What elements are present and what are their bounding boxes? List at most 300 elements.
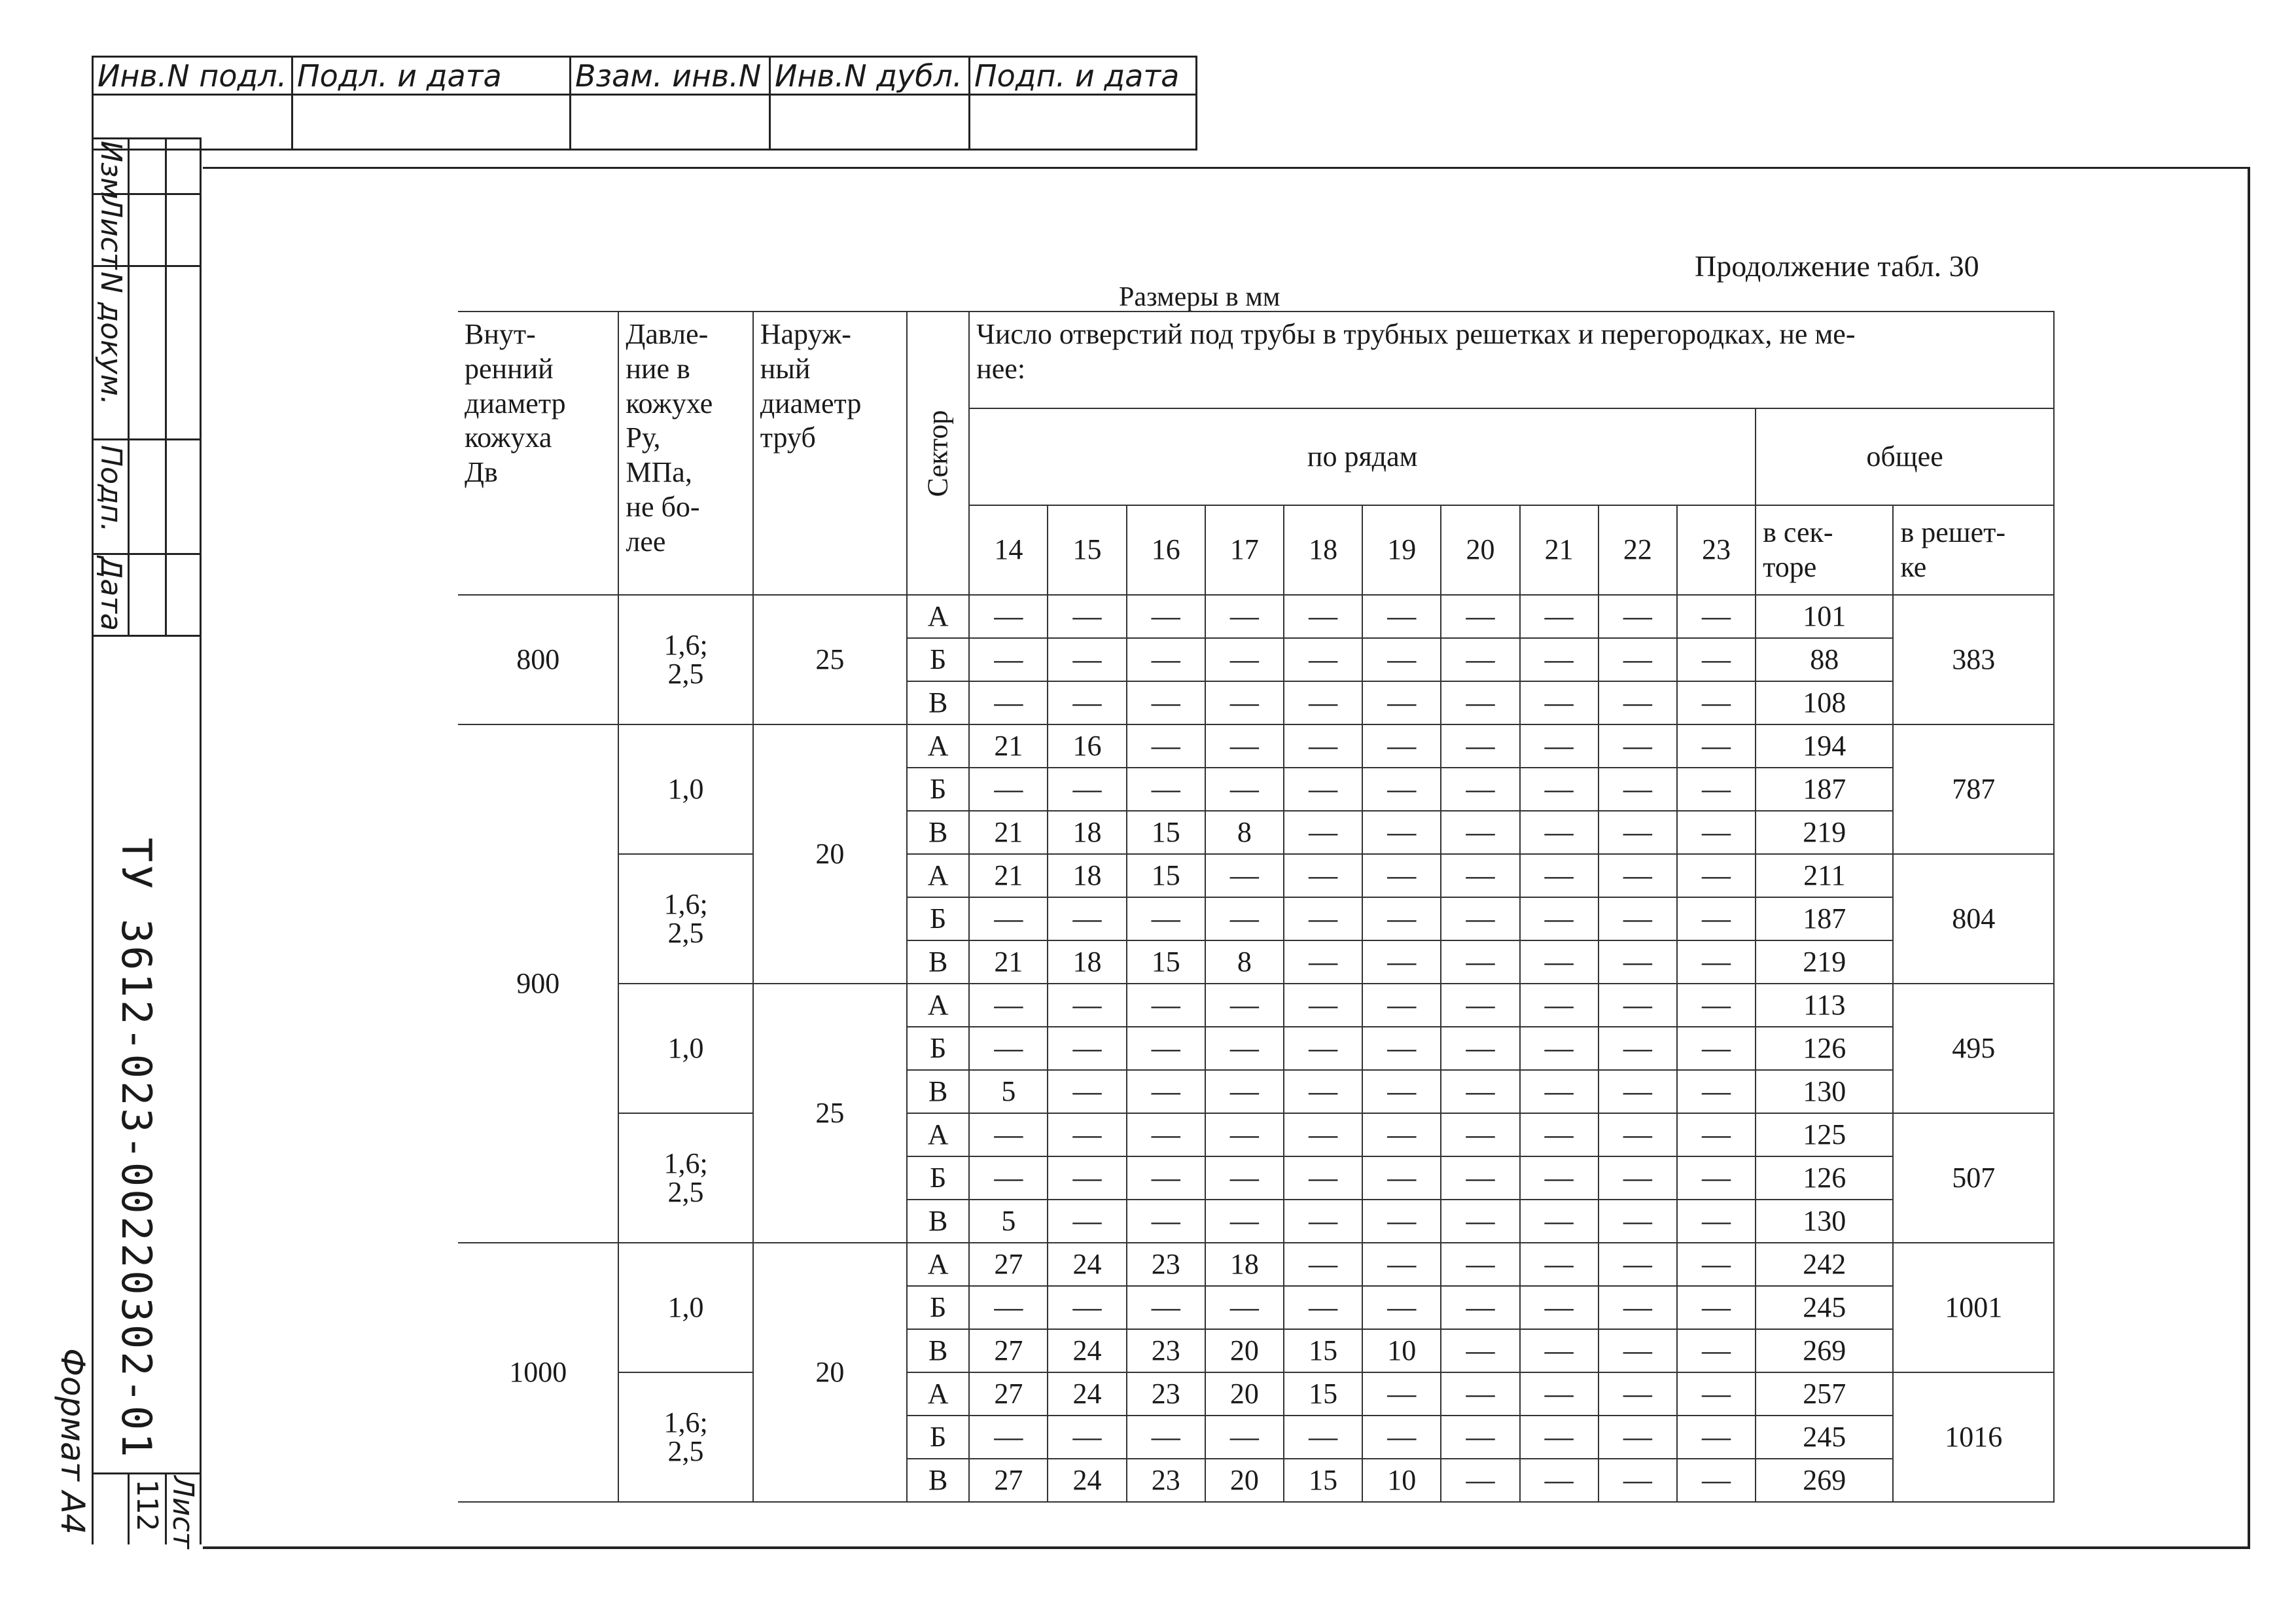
row-count-cell: —: [1284, 681, 1362, 724]
row-count-cell: —: [1127, 1286, 1205, 1329]
row-count-cell: —: [1127, 1113, 1205, 1156]
pressure-cell: 1,6; 2,5: [618, 1372, 752, 1502]
in-sector-cell: 130: [1756, 1200, 1893, 1243]
top-stamp: [92, 56, 1197, 151]
row-count-cell: —: [1284, 638, 1362, 681]
row-count-cell: 5: [969, 1070, 1048, 1113]
row-count-cell: 15: [1284, 1372, 1362, 1416]
row-count-cell: —: [1520, 768, 1598, 811]
row-count-cell: —: [1677, 897, 1756, 940]
row-number-header: 20: [1441, 505, 1519, 595]
sector-cell: А: [907, 1243, 969, 1286]
row-count-cell: 15: [1127, 940, 1205, 984]
header-total: общее: [1756, 408, 2054, 505]
row-count-cell: —: [1127, 1200, 1205, 1243]
row-count-cell: —: [1441, 940, 1519, 984]
row-count-cell: —: [1127, 1070, 1205, 1113]
row-count-cell: —: [1362, 1243, 1441, 1286]
row-count-cell: —: [1284, 811, 1362, 854]
sector-cell: А: [907, 854, 969, 897]
pressure-cell: 1,0: [618, 724, 752, 854]
stamp-cell: [571, 95, 770, 150]
sector-cell: А: [907, 1113, 969, 1156]
row-count-cell: —: [1441, 1200, 1519, 1243]
row-count-cell: 8: [1205, 940, 1284, 984]
header-in-sector: в сек- торе: [1756, 505, 1893, 595]
row-count-cell: —: [1127, 768, 1205, 811]
grid-total-cell: 1016: [1893, 1372, 2054, 1502]
row-count-cell: 10: [1362, 1459, 1441, 1502]
row-count-cell: —: [1598, 1243, 1677, 1286]
row-count-cell: —: [1362, 1070, 1441, 1113]
stamp-header-inv-duplicate: Инв.N дубл.: [770, 57, 970, 95]
row-count-cell: —: [1362, 854, 1441, 897]
row-count-cell: —: [1362, 724, 1441, 768]
row-count-cell: —: [969, 1416, 1048, 1459]
inner-diameter-cell: 800: [458, 595, 618, 724]
row-count-cell: —: [1598, 940, 1677, 984]
row-count-cell: —: [1441, 1113, 1519, 1156]
sector-cell: Б: [907, 897, 969, 940]
row-count-cell: 23: [1127, 1329, 1205, 1372]
row-count-cell: 24: [1048, 1243, 1126, 1286]
row-count-cell: —: [1205, 1416, 1284, 1459]
row-count-cell: —: [1598, 638, 1677, 681]
grid-total-cell: 507: [1893, 1113, 2054, 1243]
row-count-cell: 23: [1127, 1372, 1205, 1416]
row-count-cell: —: [1362, 1113, 1441, 1156]
row-count-cell: —: [1598, 897, 1677, 940]
row-count-cell: —: [1520, 1027, 1598, 1070]
row-count-cell: —: [1441, 897, 1519, 940]
row-count-cell: —: [1205, 768, 1284, 811]
header-by-rows: по рядам: [969, 408, 1756, 505]
sector-cell: А: [907, 1372, 969, 1416]
row-count-cell: —: [1048, 768, 1126, 811]
row-count-cell: —: [1284, 1113, 1362, 1156]
row-count-cell: 5: [969, 1200, 1048, 1243]
row-count-cell: 18: [1048, 811, 1126, 854]
row-count-cell: —: [1127, 681, 1205, 724]
row-count-cell: —: [969, 768, 1048, 811]
header-inner-diameter: Внут- ренний диаметр кожуха Дв: [458, 312, 618, 595]
row-count-cell: —: [1520, 811, 1598, 854]
sector-cell: Б: [907, 1286, 969, 1329]
in-sector-cell: 187: [1756, 768, 1893, 811]
in-sector-cell: 269: [1756, 1459, 1893, 1502]
row-count-cell: —: [1127, 897, 1205, 940]
row-count-cell: —: [1677, 984, 1756, 1027]
row-count-cell: 24: [1048, 1372, 1126, 1416]
row-count-cell: —: [1127, 1156, 1205, 1200]
row-count-cell: —: [1441, 1027, 1519, 1070]
row-count-cell: —: [1362, 681, 1441, 724]
row-count-cell: —: [1520, 1416, 1598, 1459]
sector-cell: В: [907, 940, 969, 984]
row-count-cell: —: [1677, 1286, 1756, 1329]
header-pressure: Давле- ние в кожухе Ру, МПа, не бо- лее: [618, 312, 752, 595]
document-number: ТУ 3612-023-00220302-01: [113, 838, 160, 1460]
side-label-sheet: Лист: [94, 196, 128, 270]
outer-diameter-cell: 20: [753, 1243, 907, 1502]
row-count-cell: —: [969, 897, 1048, 940]
row-count-cell: —: [1520, 1286, 1598, 1329]
row-count-cell: —: [969, 595, 1048, 638]
row-number-header: 17: [1205, 505, 1284, 595]
row-count-cell: —: [1205, 724, 1284, 768]
row-number-header: 19: [1362, 505, 1441, 595]
row-count-cell: 24: [1048, 1459, 1126, 1502]
row-count-cell: —: [1205, 1286, 1284, 1329]
row-count-cell: —: [1205, 1200, 1284, 1243]
row-count-cell: —: [1205, 681, 1284, 724]
row-count-cell: —: [1677, 768, 1756, 811]
row-count-cell: 27: [969, 1372, 1048, 1416]
sector-cell: В: [907, 1459, 969, 1502]
row-count-cell: —: [1362, 1200, 1441, 1243]
row-count-cell: 18: [1048, 854, 1126, 897]
in-sector-cell: 126: [1756, 1156, 1893, 1200]
row-count-cell: —: [1677, 1070, 1756, 1113]
row-count-cell: 16: [1048, 724, 1126, 768]
stamp-header-sign-date: Подл. и дата: [292, 57, 571, 95]
row-count-cell: —: [1048, 897, 1126, 940]
grid-total-cell: 495: [1893, 984, 2054, 1113]
row-count-cell: —: [1284, 1070, 1362, 1113]
row-count-cell: —: [1598, 1459, 1677, 1502]
header-in-grid: в решет- ке: [1893, 505, 2054, 595]
row-count-cell: —: [1048, 1113, 1126, 1156]
row-count-cell: —: [1520, 638, 1598, 681]
row-count-cell: 23: [1127, 1459, 1205, 1502]
row-count-cell: 15: [1127, 811, 1205, 854]
row-count-cell: 15: [1127, 854, 1205, 897]
row-count-cell: —: [1677, 1243, 1756, 1286]
row-number-header: 18: [1284, 505, 1362, 595]
side-label-change: Изм: [94, 141, 128, 200]
row-count-cell: —: [1127, 1416, 1205, 1459]
row-count-cell: —: [1441, 854, 1519, 897]
row-count-cell: 21: [969, 724, 1048, 768]
in-sector-cell: 108: [1756, 681, 1893, 724]
row-count-cell: —: [1127, 1027, 1205, 1070]
sector-cell: Б: [907, 638, 969, 681]
tube-holes-table: [458, 311, 2055, 1503]
row-count-cell: —: [1362, 984, 1441, 1027]
row-number-header: 21: [1520, 505, 1598, 595]
row-count-cell: 27: [969, 1329, 1048, 1372]
row-count-cell: —: [1598, 1156, 1677, 1200]
sector-cell: Б: [907, 768, 969, 811]
row-count-cell: —: [1677, 1027, 1756, 1070]
row-count-cell: —: [1284, 1156, 1362, 1200]
row-count-cell: —: [1441, 1416, 1519, 1459]
row-count-cell: —: [1677, 811, 1756, 854]
row-count-cell: —: [1205, 1113, 1284, 1156]
row-count-cell: —: [1362, 638, 1441, 681]
sheet-label: Лист: [166, 1476, 200, 1549]
row-count-cell: —: [1520, 897, 1598, 940]
side-label-signature: Подп.: [94, 445, 128, 533]
row-count-cell: 27: [969, 1459, 1048, 1502]
row-count-cell: —: [1520, 1156, 1598, 1200]
row-count-cell: —: [1205, 638, 1284, 681]
row-count-cell: —: [1048, 595, 1126, 638]
in-sector-cell: 126: [1756, 1027, 1893, 1070]
row-count-cell: —: [1362, 1156, 1441, 1200]
sector-cell: В: [907, 681, 969, 724]
sector-cell: А: [907, 595, 969, 638]
row-count-cell: —: [1598, 1329, 1677, 1372]
row-count-cell: —: [1598, 1027, 1677, 1070]
row-count-cell: —: [1677, 1329, 1756, 1372]
row-count-cell: —: [1598, 681, 1677, 724]
row-count-cell: —: [1284, 1200, 1362, 1243]
in-sector-cell: 211: [1756, 854, 1893, 897]
grid-total-cell: 1001: [1893, 1243, 2054, 1372]
row-count-cell: 21: [969, 811, 1048, 854]
row-count-cell: —: [1205, 1156, 1284, 1200]
row-count-cell: —: [969, 1027, 1048, 1070]
row-count-cell: —: [1677, 1113, 1756, 1156]
row-count-cell: —: [1520, 1113, 1598, 1156]
pressure-cell: 1,6; 2,5: [618, 1113, 752, 1243]
row-number-header: 14: [969, 505, 1048, 595]
table-row: [458, 1113, 2054, 1156]
in-sector-cell: 245: [1756, 1286, 1893, 1329]
row-count-cell: —: [1677, 1156, 1756, 1200]
sector-cell: Б: [907, 1156, 969, 1200]
row-count-cell: —: [1520, 940, 1598, 984]
row-count-cell: —: [1284, 1027, 1362, 1070]
row-count-cell: —: [1362, 1286, 1441, 1329]
row-count-cell: —: [1520, 1372, 1598, 1416]
row-count-cell: —: [1598, 1200, 1677, 1243]
row-count-cell: —: [1205, 1070, 1284, 1113]
row-count-cell: 20: [1205, 1372, 1284, 1416]
sector-cell: Б: [907, 1416, 969, 1459]
row-count-cell: 10: [1362, 1329, 1441, 1372]
row-count-cell: —: [969, 1156, 1048, 1200]
row-count-cell: —: [1048, 1200, 1126, 1243]
pressure-cell: 1,6; 2,5: [618, 854, 752, 984]
row-count-cell: —: [1205, 1027, 1284, 1070]
row-count-cell: —: [1520, 854, 1598, 897]
row-count-cell: —: [1284, 897, 1362, 940]
in-sector-cell: 88: [1756, 638, 1893, 681]
row-number-header: 15: [1048, 505, 1126, 595]
row-count-cell: —: [1441, 811, 1519, 854]
row-count-cell: —: [1441, 1286, 1519, 1329]
table-continuation-caption: Продолжение табл. 30: [1695, 249, 1979, 283]
row-count-cell: 20: [1205, 1459, 1284, 1502]
stamp-cell: [292, 95, 571, 150]
row-count-cell: —: [1441, 1372, 1519, 1416]
row-count-cell: —: [1048, 681, 1126, 724]
row-count-cell: —: [1520, 1329, 1598, 1372]
row-count-cell: —: [1677, 638, 1756, 681]
row-count-cell: —: [1127, 984, 1205, 1027]
outer-diameter-cell: 20: [753, 724, 907, 984]
row-count-cell: —: [1284, 984, 1362, 1027]
row-count-cell: 21: [969, 854, 1048, 897]
row-count-cell: —: [1677, 1416, 1756, 1459]
row-count-cell: —: [1362, 940, 1441, 984]
row-count-cell: —: [969, 1286, 1048, 1329]
grid-total-cell: 787: [1893, 724, 2054, 854]
in-sector-cell: 219: [1756, 940, 1893, 984]
row-count-cell: —: [1362, 1027, 1441, 1070]
row-count-cell: —: [1048, 638, 1126, 681]
row-count-cell: —: [1441, 595, 1519, 638]
row-count-cell: —: [1598, 1416, 1677, 1459]
row-count-cell: —: [969, 681, 1048, 724]
row-count-cell: —: [1520, 595, 1598, 638]
inner-diameter-cell: 900: [458, 724, 618, 1243]
row-count-cell: —: [1362, 811, 1441, 854]
stamp-header-replacement-inv: Взам. инв.N: [571, 57, 770, 95]
pressure-cell: 1,0: [618, 1243, 752, 1372]
row-count-cell: —: [1284, 1243, 1362, 1286]
row-count-cell: —: [1048, 1070, 1126, 1113]
row-count-cell: —: [1441, 1243, 1519, 1286]
row-count-cell: —: [969, 984, 1048, 1027]
in-sector-cell: 125: [1756, 1113, 1893, 1156]
row-count-cell: —: [1284, 724, 1362, 768]
row-count-cell: —: [1362, 768, 1441, 811]
table-row: [458, 854, 2054, 897]
row-count-cell: —: [1598, 984, 1677, 1027]
row-count-cell: —: [1362, 1372, 1441, 1416]
outer-diameter-cell: 25: [753, 984, 907, 1243]
row-count-cell: —: [1284, 1416, 1362, 1459]
sector-cell: А: [907, 724, 969, 768]
row-count-cell: —: [1127, 638, 1205, 681]
row-count-cell: —: [1205, 854, 1284, 897]
pressure-cell: 1,6; 2,5: [618, 595, 752, 724]
row-count-cell: —: [969, 1113, 1048, 1156]
in-sector-cell: 101: [1756, 595, 1893, 638]
row-count-cell: —: [1520, 1070, 1598, 1113]
row-count-cell: —: [1205, 897, 1284, 940]
row-count-cell: —: [1598, 1372, 1677, 1416]
row-count-cell: 23: [1127, 1243, 1205, 1286]
in-sector-cell: 242: [1756, 1243, 1893, 1286]
row-count-cell: 15: [1284, 1459, 1362, 1502]
row-number-header: 23: [1677, 505, 1756, 595]
sector-cell: В: [907, 1200, 969, 1243]
sector-cell: В: [907, 811, 969, 854]
table-row: [458, 595, 2054, 638]
table-row: [458, 984, 2054, 1027]
row-count-cell: —: [1441, 1459, 1519, 1502]
row-count-cell: —: [1127, 724, 1205, 768]
row-count-cell: —: [1441, 724, 1519, 768]
row-number-header: 16: [1127, 505, 1205, 595]
header-sector: Сектор: [907, 312, 969, 595]
table-row: [458, 1243, 2054, 1286]
sector-cell: В: [907, 1070, 969, 1113]
row-count-cell: 21: [969, 940, 1048, 984]
row-count-cell: —: [1598, 1070, 1677, 1113]
row-count-cell: —: [1441, 681, 1519, 724]
row-count-cell: —: [1520, 724, 1598, 768]
row-count-cell: —: [1441, 1156, 1519, 1200]
row-count-cell: —: [1048, 1286, 1126, 1329]
row-count-cell: —: [1598, 1113, 1677, 1156]
row-count-cell: 27: [969, 1243, 1048, 1286]
row-count-cell: 8: [1205, 811, 1284, 854]
inner-diameter-cell: 1000: [458, 1243, 618, 1502]
row-count-cell: —: [1205, 595, 1284, 638]
row-count-cell: —: [1441, 768, 1519, 811]
row-count-cell: —: [1284, 768, 1362, 811]
row-count-cell: —: [1677, 681, 1756, 724]
row-count-cell: —: [1048, 1416, 1126, 1459]
row-number-header: 22: [1598, 505, 1677, 595]
row-count-cell: —: [1520, 1459, 1598, 1502]
row-count-cell: 18: [1205, 1243, 1284, 1286]
row-count-cell: —: [1677, 724, 1756, 768]
row-count-cell: —: [1598, 724, 1677, 768]
row-count-cell: —: [1598, 1286, 1677, 1329]
in-sector-cell: 257: [1756, 1372, 1893, 1416]
row-count-cell: 20: [1205, 1329, 1284, 1372]
row-count-cell: —: [969, 638, 1048, 681]
sector-cell: В: [907, 1329, 969, 1372]
row-count-cell: —: [1048, 984, 1126, 1027]
row-count-cell: —: [1598, 811, 1677, 854]
row-count-cell: —: [1598, 595, 1677, 638]
header-holes: Число отверстий под трубы в трубных решетках и перегородках, не ме- нее:: [969, 312, 2054, 408]
row-count-cell: —: [1520, 1243, 1598, 1286]
sheet-number: 112: [130, 1479, 164, 1531]
row-count-cell: —: [1598, 768, 1677, 811]
grid-total-cell: 383: [1893, 595, 2054, 724]
row-count-cell: —: [1362, 1416, 1441, 1459]
row-count-cell: —: [1205, 984, 1284, 1027]
sector-cell: А: [907, 984, 969, 1027]
row-count-cell: —: [1677, 595, 1756, 638]
in-sector-cell: 245: [1756, 1416, 1893, 1459]
row-count-cell: —: [1598, 854, 1677, 897]
stamp-header-inv-original: Инв.N подл.: [93, 57, 292, 95]
row-count-cell: —: [1520, 681, 1598, 724]
outer-diameter-cell: 25: [753, 595, 907, 724]
side-label-date: Дата: [94, 556, 128, 631]
row-count-cell: —: [1520, 984, 1598, 1027]
row-count-cell: —: [1677, 1200, 1756, 1243]
row-count-cell: 24: [1048, 1329, 1126, 1372]
stamp-header-sign-date-2: Подп. и дата: [970, 57, 1197, 95]
row-count-cell: —: [1127, 595, 1205, 638]
grid-total-cell: 804: [1893, 854, 2054, 984]
row-count-cell: —: [1441, 1329, 1519, 1372]
in-sector-cell: 194: [1756, 724, 1893, 768]
row-count-cell: —: [1284, 854, 1362, 897]
row-count-cell: —: [1362, 595, 1441, 638]
in-sector-cell: 219: [1756, 811, 1893, 854]
format-label: Формат А4: [54, 1348, 92, 1535]
in-sector-cell: 187: [1756, 897, 1893, 940]
row-count-cell: —: [1677, 854, 1756, 897]
row-count-cell: —: [1048, 1156, 1126, 1200]
row-count-cell: —: [1441, 984, 1519, 1027]
row-count-cell: —: [1677, 1372, 1756, 1416]
units-note: Размеры в мм: [1119, 282, 1280, 312]
row-count-cell: 15: [1284, 1329, 1362, 1372]
table-row: [458, 1372, 2054, 1416]
